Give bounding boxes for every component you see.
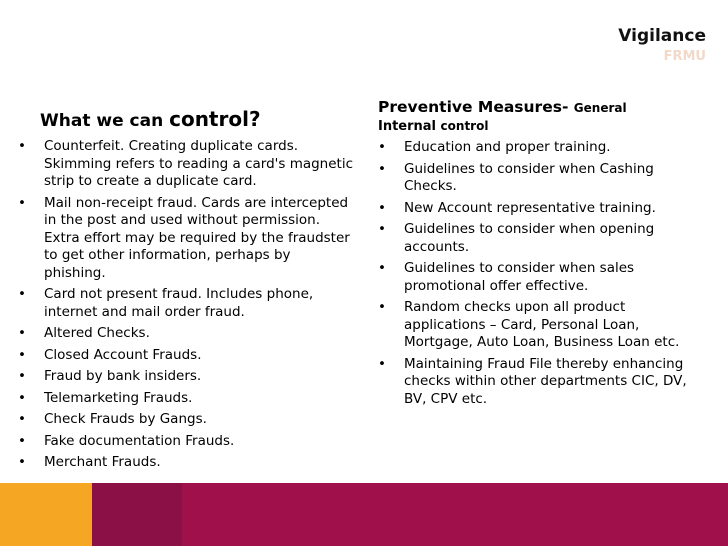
right-heading-general: General: [573, 101, 627, 115]
left-bullet-list: [18, 138, 356, 476]
list-item: • Guidelines to consider when opening accounts.: [378, 221, 708, 256]
list-item: • New Account representative training.: [378, 200, 708, 218]
right-heading-line-1: [378, 98, 627, 117]
list-item: • Random checks upon all product applications – Card, Personal Loan, Mortgage, Auto Loan, Business Loan etc.: [378, 299, 708, 352]
list-item: • Education and proper training.: [378, 139, 708, 157]
left-heading-emphasis: control?: [169, 107, 261, 131]
list-item: • Fake documentation Frauds.: [18, 433, 356, 451]
footer-wine-block: [92, 483, 182, 546]
footer-crimson-band: [182, 483, 728, 546]
slide-subtitle: FRMU: [663, 49, 706, 64]
right-heading-control: control: [440, 119, 489, 133]
list-item: • Mail non-receipt fraud. Cards are intercepted in the post and used without permission. Extra effort may be required by the fraudster to get other information, perhaps by phishing.: [18, 195, 356, 283]
list-item: • Guidelines to consider when Cashing Checks.: [378, 161, 708, 196]
slide-title: Vigilance: [618, 26, 706, 46]
list-item: • Closed Account Frauds.: [18, 347, 356, 365]
right-heading-line-2: [378, 117, 627, 136]
left-heading-text: What we can: [40, 111, 170, 131]
list-item: • Telemarketing Frauds.: [18, 390, 356, 408]
right-heading-main: Preventive Measures-: [378, 98, 574, 116]
list-item: • Check Frauds by Gangs.: [18, 411, 356, 429]
list-item: • Merchant Frauds.: [18, 454, 356, 472]
left-column-heading: [40, 108, 261, 132]
list-item: • Card not present fraud. Includes phone, internet and mail order fraud.: [18, 286, 356, 321]
list-item: • Maintaining Fraud File thereby enhancing checks within other departments CIC, DV, BV, CPV etc.: [378, 356, 708, 409]
footer-orange-block: [0, 483, 92, 546]
right-heading-internal: Internal: [378, 119, 441, 134]
list-item: • Fraud by bank insiders.: [18, 368, 356, 386]
right-column-heading: [378, 98, 627, 136]
list-item: • Guidelines to consider when sales promotional offer effective.: [378, 260, 708, 295]
footer-color-bar: [0, 483, 728, 546]
slide-header: [618, 26, 706, 66]
list-item: • Counterfeit. Creating duplicate cards. Skimming refers to reading a card's magnetic strip to create a duplicate card.: [18, 138, 356, 191]
list-item: • Altered Checks.: [18, 325, 356, 343]
right-bullet-list: [378, 139, 708, 412]
